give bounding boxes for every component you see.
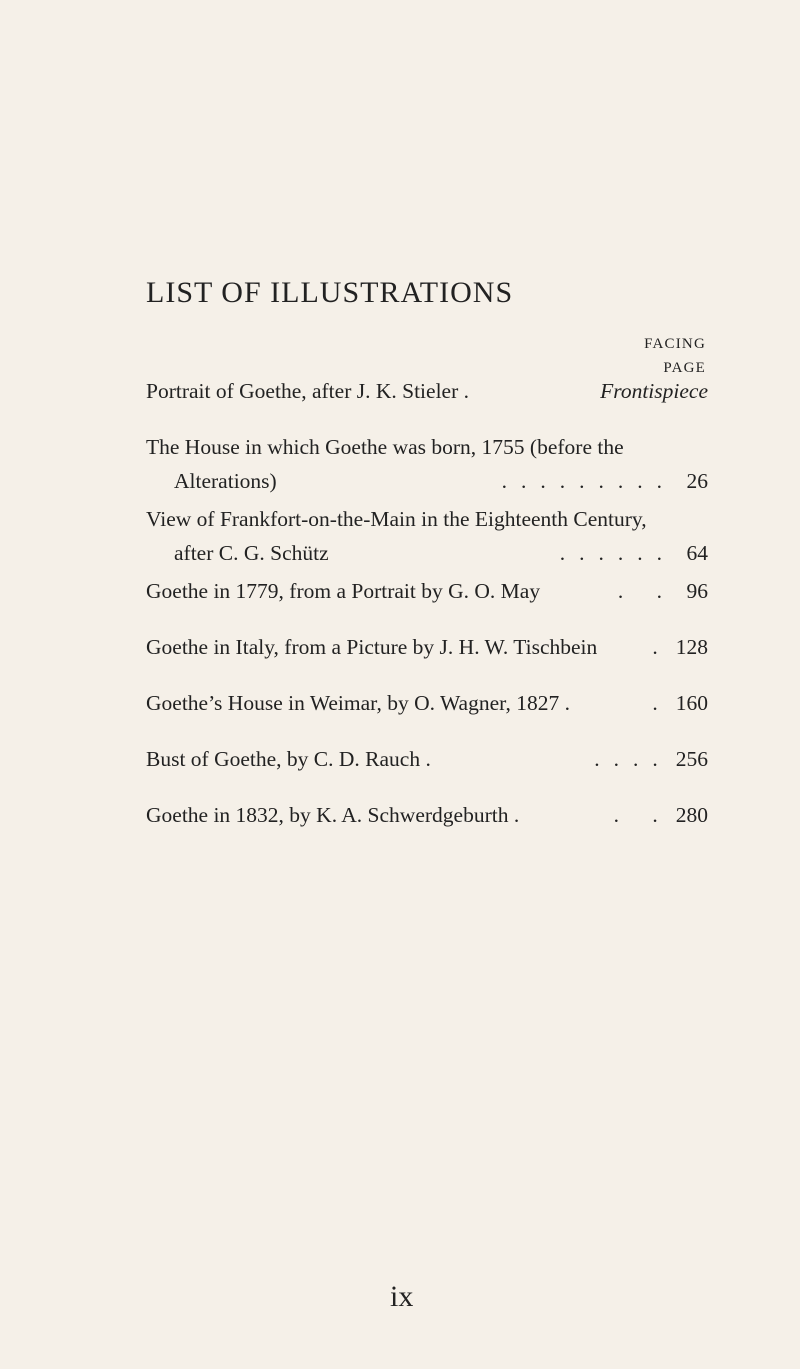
entry-text-continued: Alterations): [174, 469, 277, 493]
leader-dots: . .: [617, 579, 676, 603]
entry-text: Goethe in 1832, by K. A. Schwerdgeburth .: [146, 803, 520, 827]
illustration-entry: [146, 686, 708, 720]
entry-text-continued: after C. G. Schütz: [174, 541, 329, 565]
page-number: Frontispiece: [600, 379, 708, 403]
entry-text: Goethe in 1779, from a Portrait by G. O. May: [146, 579, 541, 603]
page-title: LIST OF ILLUSTRATIONS: [146, 276, 514, 309]
page-number: 128: [675, 635, 708, 659]
page-number: 26: [686, 469, 708, 493]
page-number: 64: [686, 541, 708, 565]
facing-label: FACING: [644, 336, 706, 352]
illustration-entry: [146, 374, 708, 408]
illustration-entry: [146, 630, 708, 664]
facing-page-header: [586, 332, 706, 380]
entry-text: Goethe in Italy, from a Picture by J. H. W. Tischbein: [146, 635, 598, 659]
illustration-entry: [146, 430, 708, 498]
illustration-entry: [146, 502, 708, 570]
leader-dots: ....: [594, 747, 672, 771]
page-number: 96: [686, 579, 708, 603]
entry-text: Portrait of Goethe, after J. K. Stieler .: [146, 379, 470, 403]
illustration-entry: [146, 574, 708, 608]
illustration-entry: [146, 798, 708, 832]
leader-dots: .: [652, 691, 672, 715]
page-label: PAGE: [663, 360, 706, 376]
page-number: 160: [675, 691, 708, 715]
entry-text: Bust of Goethe, by C. D. Rauch .: [146, 747, 431, 771]
entry-text: Goethe’s House in Weimar, by O. Wagner, 1827 .: [146, 691, 570, 715]
leader-dots: . .: [613, 803, 672, 827]
leader-dots: .: [652, 635, 672, 659]
page-number: 256: [675, 747, 708, 771]
illustration-entry: [146, 742, 708, 776]
leader-dots: ......: [559, 541, 676, 565]
leader-dots: .........: [501, 469, 676, 493]
entry-text: View of Frankfort-on-the-Main in the Eighteenth Century,: [146, 507, 647, 531]
entry-text: The House in which Goethe was born, 1755 (before the: [146, 435, 624, 459]
page-folio: ix: [390, 1280, 414, 1313]
page-number: 280: [675, 803, 708, 827]
